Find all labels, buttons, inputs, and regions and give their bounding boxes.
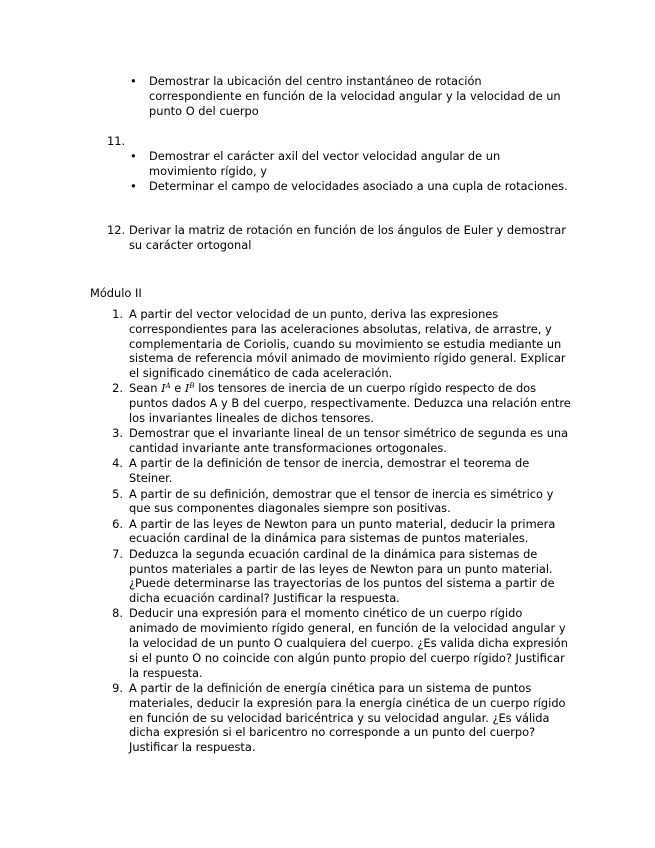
item-12-number: 12. (107, 223, 126, 237)
list-item (130, 149, 570, 179)
item-12 (107, 223, 567, 253)
list-item-text: Demostrar la ubicación del centro instantáneo de rotación correspondiente en función de la velocidad angular y la velocidad de un punto O del cuerpo (149, 74, 561, 118)
question-item (107, 456, 572, 486)
question-number: 3. (112, 426, 123, 441)
question-text: A partir de la definición de energía cinética para un sistema de puntos materiales, deducir la expresión para la energía cinética de un cuerpo rígido en función de su velocidad baricéntrica y su velocidad angular. ¿Es válida dicha expresión si el baricentro no corresponde a un punto del cuerpo? Justificar la respuesta. (129, 680, 566, 755)
section-heading: Módulo II (90, 286, 142, 300)
list-item (130, 179, 570, 194)
question-item (107, 426, 572, 456)
question-item (107, 307, 572, 381)
question-number: 4. (112, 456, 123, 471)
bullet-icon: • (130, 178, 137, 193)
question-number: 5. (112, 486, 123, 501)
question-number: 7. (112, 546, 123, 561)
question-number: 1. (112, 307, 123, 321)
question-number: 9. (112, 680, 123, 695)
question-text: A partir de su definición, demostrar que el tensor de inercia es simétrico y que sus componentes diagonales siempre son positivas. (129, 486, 554, 516)
question-item (107, 606, 572, 680)
question-text: Deducir una expresión para el momento cinético de un cuerpo rígido animado de movimiento rígido general, en función de la velocidad angular y la velocidad de un punto O cualquiera del cuerpo. ¿Es valida dicha expresión si el punto O no coincide con algún punto propio del cuerpo rígido? Justificar la respuesta. (129, 606, 569, 680)
question-item (107, 547, 572, 606)
list-item-text: Demostrar el carácter axil del vector velocidad angular de un movimiento rígido, y (149, 149, 501, 178)
item-11-number: 11. (107, 134, 126, 148)
item-11-bullet-list (130, 149, 570, 193)
top-bullet-list (130, 74, 570, 118)
question-number: 2. (112, 381, 123, 396)
question-list (107, 307, 572, 755)
tensor-symbol: $I^B$ (184, 381, 195, 396)
question-text: Demostrar que el invariante lineal de un tensor simétrico de segunda es una cantidad invariante ante transformaciones ortogonales. (129, 426, 569, 456)
question-number: 6. (112, 516, 123, 531)
bullet-icon: • (130, 74, 137, 88)
list-item (130, 74, 570, 118)
item-12-text: Derivar la matriz de rotación en función de los ángulos de Euler y demostrar su carácter ortogonal (129, 223, 566, 252)
question-item (107, 487, 572, 517)
bullet-icon: • (130, 149, 137, 163)
question-text: Deduzca la segunda ecuación cardinal de la dinámica para sistemas de puntos materiales a partir de las leyes de Newton para un punto material. ¿Puede determinarse las trayectorias de los puntos del sistema a partir de dicha ecuación cardinal? Justificar la respuesta. (129, 546, 555, 606)
question-text: A partir de la definición de tensor de inercia, demostrar el teorema de Steiner. (129, 456, 530, 486)
question-text: A partir de las leyes de Newton para un punto material, deducir la primera ecuación cardinal de la dinámica para sistemas de puntos materiales. (129, 516, 556, 546)
tensor-symbol: $I^A$ (161, 381, 171, 396)
question-number: 8. (112, 606, 123, 621)
question-item (107, 681, 572, 755)
question-item (107, 381, 572, 425)
question-text: A partir del vector velocidad de un punto, deriva las expresiones correspondientes para las aceleraciones absolutas, relativa, de arrastre, y complementaria de Coriolis, cuando su movimiento se estudia mediante un sistema de referencia móvil animado de movimiento rígido general. Explicar el significado cinemático de cada aceleración. (129, 307, 566, 381)
question-text: Sean $I^A$ e $I^B$ los tensores de inercia de un cuerpo rígido respecto de dos puntos dados A y B del cuerpo, respectivamente. Deduzca una relación entre los invariantes lineales de dichos tensores. (129, 381, 571, 426)
list-item-text: Determinar el campo de velocidades asociado a una cupla de rotaciones. (149, 178, 568, 193)
question-item (107, 517, 572, 547)
